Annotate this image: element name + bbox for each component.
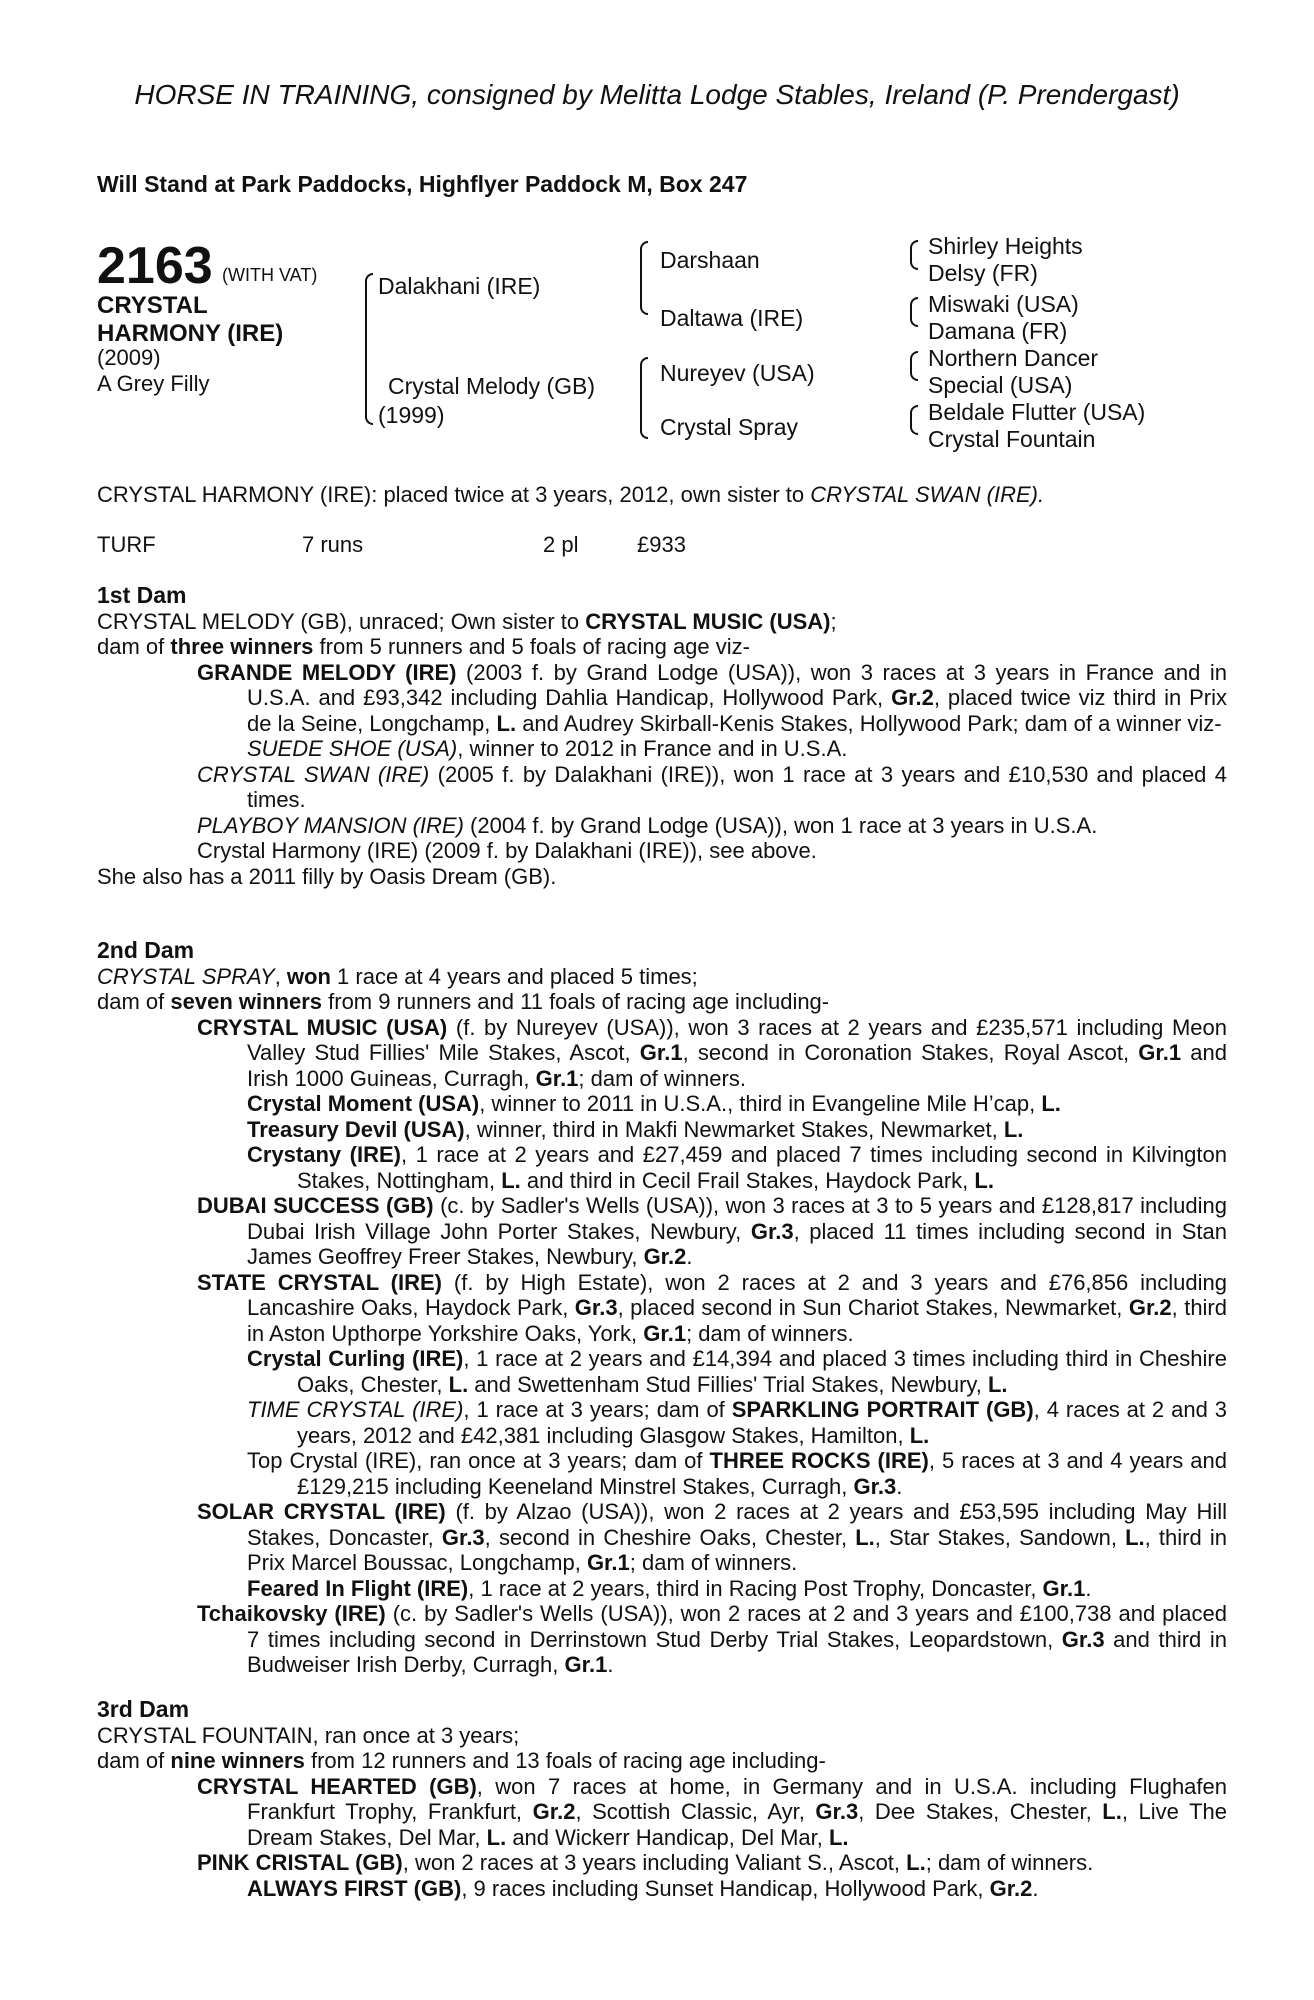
horse-name: SUEDE SHOE (USA) <box>247 736 458 761</box>
pedigree-g6: Special (USA) <box>928 372 1073 398</box>
grade: Gr.1 <box>643 1320 687 1346</box>
horse-name: Crystal Curling (IRE) <box>247 1346 464 1371</box>
text: , winner, third in Makfi Newmarket Stakes, Newmarket, <box>464 1116 1004 1142</box>
text: (c. by Sadler's Wells (USA)), won 3 races at 3 to 5 years and £128,817 including Dubai Irish Village John Porter Stakes, Newbury, <box>247 1193 1227 1244</box>
text: , third in Aston Upthorpe Yorkshire Oaks, York, <box>247 1295 1227 1346</box>
first-dam-line2 <box>97 634 1227 660</box>
second-dam-section <box>97 938 1227 1678</box>
text: (2005 f. by Dalakhani (IRE)), won 1 race at 3 years and £10,530 and placed 4 times. <box>247 761 1227 812</box>
text: , third in Prix Marcel Boussac, Longchamp, <box>247 1524 1227 1575</box>
third-dam-line2 <box>97 1748 1227 1774</box>
text: , won 7 races at home, in Germany and in U.S.A. including Flughafen Frankfurt Trophy, Frankfurt, <box>247 1773 1227 1824</box>
horse-name: ALWAYS FIRST (GB) <box>247 1875 462 1901</box>
record-runs: 7 runs <box>302 532 364 557</box>
pedigree-dam-sire: Nureyev (USA) <box>660 360 815 386</box>
third-dam-line1: CRYSTAL FOUNTAIN, ran once at 3 years; <box>97 1722 520 1748</box>
text: from 9 runners and 11 foals of racing age including- <box>322 989 830 1014</box>
entry-top-crystal <box>97 1448 1227 1499</box>
g-brace-2 <box>910 254 918 270</box>
text: and Irish 1000 Guineas, Curragh, <box>247 1040 1227 1091</box>
text: , second in Cheshire Oaks, Chester, <box>484 1524 856 1550</box>
text: . <box>607 1652 614 1677</box>
text: , placed second in Sun Chariot Stakes, Newmarket, <box>617 1295 1129 1320</box>
grade: L. <box>1125 1524 1145 1550</box>
third-dam-section <box>97 1697 1227 1901</box>
first-dam-also: She also has a 2011 filly by Oasis Dream (GB). <box>97 863 557 889</box>
grade: L. <box>486 1824 507 1850</box>
text: . <box>1085 1575 1092 1601</box>
grade: L. <box>448 1371 469 1397</box>
text: , 9 races including Sunset Handicap, Hollywood Park, <box>461 1875 990 1901</box>
pedigree-g3: Miswaki (USA) <box>928 291 1079 317</box>
text: dam of <box>97 989 171 1014</box>
grade: L. <box>501 1167 521 1193</box>
text: and Swettenham Stud Fillies' Trial Stakes, Newbury, <box>468 1371 988 1397</box>
horse-name: CRYSTAL MUSIC (USA) <box>197 1014 448 1040</box>
horse-name: PINK CRISTAL (GB) <box>197 1850 403 1875</box>
text: from 12 runners and 13 foals of racing age including- <box>304 1748 826 1773</box>
horse-name <box>97 292 283 348</box>
winners-count: seven winners <box>170 989 323 1014</box>
horse-description: A Grey Filly <box>97 371 210 396</box>
horse-name-line2: HARMONY (IRE) <box>97 320 284 347</box>
text: ; dam of winners. <box>686 1320 854 1346</box>
grade: L. <box>906 1850 926 1875</box>
record-surface: TURF <box>97 532 156 557</box>
text: , 1 race at 3 years; dam of <box>463 1397 732 1422</box>
grade: Gr.1 <box>586 1550 630 1575</box>
grade: Gr.1 <box>639 1040 683 1065</box>
pedigree-sire-sire: Darshaan <box>660 247 760 273</box>
text: ; dam of winners. <box>925 1850 1094 1875</box>
first-dam-line1 <box>97 609 1227 635</box>
text: , Dee Stakes, Chester, <box>858 1799 1103 1824</box>
entry-suede-shoe <box>97 736 1227 762</box>
text: , Scottish Classic, Ayr, <box>575 1799 816 1824</box>
text: , winner to 2012 in France and in U.S.A. <box>457 736 848 761</box>
entry-always-first <box>97 1876 1227 1902</box>
text: (f. by Alzao (USA)), won 2 races at 2 years and £53,595 including May Hill Stakes, Doncaster, <box>247 1499 1227 1550</box>
pedigree-g8: Crystal Fountain <box>928 426 1096 452</box>
third-dam-heading: 3rd Dam <box>97 1696 190 1722</box>
grade: Gr.3 <box>574 1295 618 1320</box>
grade: Gr.3 <box>1061 1626 1105 1652</box>
horse-name: Tchaikovsky (IRE) <box>197 1601 386 1626</box>
horse-name: SOLAR CRYSTAL (IRE) <box>197 1499 446 1524</box>
dam-dam-brace <box>640 397 648 439</box>
text: Top Crystal (IRE), ran once at 3 years; dam of <box>247 1448 710 1473</box>
grade: Gr.3 <box>853 1473 897 1499</box>
stand-location: Will Stand at Park Paddocks, Highflyer Paddock M, Box 247 <box>97 171 748 197</box>
dam-sire-brace <box>640 357 648 399</box>
text: (2004 f. by Grand Lodge (USA)), won 1 race at 3 years in U.S.A. <box>463 812 1098 838</box>
grade: L. <box>828 1824 849 1850</box>
first-dam-heading: 1st Dam <box>97 582 187 608</box>
pedigree-dam-year: (1999) <box>378 402 445 428</box>
page-title: HORSE IN TRAINING, consigned by Melitta Lodge Stables, Ireland (P. Prendergast) <box>134 79 1180 110</box>
grade: Gr.1 <box>1138 1040 1182 1065</box>
text: and Audrey Skirball-Kenis Stakes, Hollywood Park; dam of a winner viz- <box>516 710 1222 736</box>
horse-name: STATE CRYSTAL (IRE) <box>197 1269 442 1295</box>
grade: Gr.3 <box>750 1218 794 1244</box>
horse-name: Crystany (IRE) <box>247 1142 401 1167</box>
grade: L. <box>855 1524 875 1550</box>
entry-crystany <box>97 1142 1227 1193</box>
horse-year: (2009) <box>97 345 161 370</box>
entry-tchaikovsky <box>97 1601 1227 1678</box>
grade: Gr.2 <box>989 1875 1033 1901</box>
vat-note: (WITH VAT) <box>222 265 318 285</box>
pedigree-sire: Dalakhani (IRE) <box>378 273 541 299</box>
grade: L. <box>974 1167 994 1193</box>
grade: Gr.2 <box>891 685 934 710</box>
winners-count: nine winners <box>170 1748 305 1773</box>
text: (f. by High Estate), won 2 races at 2 and 3 years and £76,856 including Lancashire Oaks, Haydock Park, <box>247 1269 1227 1320</box>
entry-crystal-swan <box>97 762 1227 813</box>
entry-dubai-success <box>97 1193 1227 1270</box>
second-dam-line2 <box>97 989 1227 1015</box>
dam-name: CRYSTAL SPRAY <box>97 963 275 989</box>
horse-name: THREE ROCKS (IRE) <box>709 1448 929 1473</box>
sire-brace <box>365 273 373 345</box>
text: and Wickerr Handicap, Del Mar, <box>506 1824 829 1850</box>
grade: L. <box>909 1422 930 1448</box>
text: 1 race at 4 years and placed 5 times; <box>330 963 698 989</box>
text: CRYSTAL MELODY (GB), unraced; Own sister to <box>97 608 586 634</box>
pedigree-g5: Northern Dancer <box>928 345 1099 371</box>
pedigree-g1: Shirley Heights <box>928 233 1083 259</box>
dam-brace <box>365 343 373 425</box>
summary-text: CRYSTAL HARMONY (IRE): placed twice at 3 years, 2012, own sister to <box>97 482 811 507</box>
horse-name: DUBAI SUCCESS (GB) <box>197 1193 434 1218</box>
horse-name: Treasury Devil (USA) <box>247 1116 465 1142</box>
g-brace-4 <box>910 311 918 327</box>
entry-time-crystal <box>97 1397 1227 1448</box>
text: , placed twice viz third in Prix de la Seine, Longchamp, <box>247 685 1227 736</box>
grade: Gr.2 <box>532 1799 576 1824</box>
sire-sire-brace <box>640 241 648 279</box>
first-dam-section <box>97 583 1227 889</box>
grade: L. <box>496 710 517 736</box>
text: dam of <box>97 1748 171 1773</box>
entry-crystal-hearted <box>97 1774 1227 1851</box>
entry-crystal-moment <box>97 1091 1227 1117</box>
second-dam-heading: 2nd Dam <box>97 937 195 963</box>
text: , 1 race at 2 years and £14,394 and placed 3 times including third in Cheshire Oaks, Chester, <box>297 1346 1227 1397</box>
pedigree-g4: Damana (FR) <box>928 318 1068 344</box>
horse-name: CRYSTAL SWAN (IRE) <box>197 761 430 787</box>
text: ; <box>830 608 837 634</box>
g-brace-8 <box>910 419 918 435</box>
sire-dam-brace <box>640 277 648 315</box>
text: (f. by Nureyev (USA)), won 3 races at 2 years and £235,571 including Meon Valley Stud Fillies' Mile Stakes, Ascot, <box>247 1014 1227 1065</box>
text: from 5 runners and 5 foals of racing age viz- <box>313 634 750 659</box>
text: (c. by Sadler's Wells (USA)), won 2 races at 2 and 3 years and £100,738 and placed 7 times including second in Derrinstown Stud Derby Trial Stakes, Leopardstown, <box>247 1601 1227 1652</box>
record-earnings: £933 <box>637 532 686 557</box>
text: ; dam of winners. <box>629 1550 798 1575</box>
horse-name: SPARKLING PORTRAIT (GB) <box>731 1397 1034 1422</box>
sister-name: CRYSTAL MUSIC (USA) <box>585 608 831 634</box>
summary-sister: CRYSTAL SWAN (IRE). <box>810 482 1045 507</box>
text: and third in Cecil Frail Stakes, Haydock Park, <box>520 1167 975 1193</box>
entry-pink-cristal <box>97 1850 1227 1876</box>
grade: L. <box>1041 1091 1061 1116</box>
record-placed: 2 pl <box>543 532 579 557</box>
text: . <box>686 1244 693 1269</box>
text: , won 2 races at 3 years including Valiant S., Ascot, <box>402 1850 907 1875</box>
second-dam-line1 <box>97 964 1227 990</box>
text: , 5 races at 3 and 4 years and £129,215 including Keeneland Minstrel Stakes, Curragh, <box>297 1448 1228 1499</box>
text: , 4 races at 2 and 3 years, 2012 and £42,381 including Glasgow Stakes, Hamilton, <box>297 1397 1227 1448</box>
entry-crystal-curling <box>97 1346 1227 1397</box>
text: , Live The Dream Stakes, Del Mar, <box>247 1799 1227 1850</box>
pedigree-dam: Crystal Melody (GB) <box>388 373 596 399</box>
horse-name: PLAYBOY MANSION (IRE) <box>197 812 464 838</box>
grade: L. <box>1102 1799 1122 1824</box>
horse-name: CRYSTAL HEARTED (GB) <box>197 1773 477 1799</box>
entry-state-crystal <box>97 1270 1227 1347</box>
grade: Gr.1 <box>564 1652 608 1677</box>
text: , 1 race at 2 years, third in Racing Post Trophy, Doncaster, <box>468 1575 1043 1601</box>
grade: L. <box>987 1371 1008 1397</box>
race-summary <box>97 482 1227 508</box>
text: and third in Budweiser Irish Derby, Curragh, <box>247 1626 1227 1677</box>
pedigree-dam-dam: Crystal Spray <box>660 414 799 440</box>
winners-count: three winners <box>170 634 314 659</box>
grade: Gr.3 <box>815 1799 859 1824</box>
text: , second in Coronation Stakes, Royal Ascot, <box>682 1040 1139 1065</box>
grade: Gr.2 <box>643 1244 687 1269</box>
entry-solar-crystal <box>97 1499 1227 1576</box>
grade: Gr.1 <box>535 1065 579 1091</box>
text: , <box>274 963 287 989</box>
g-brace-6 <box>910 365 918 381</box>
entry-playboy-mansion <box>97 813 1227 839</box>
pedigree-g2: Delsy (FR) <box>928 260 1038 286</box>
horse-name: GRANDE MELODY (IRE) <box>197 659 457 685</box>
entry-treasury-devil <box>97 1117 1227 1143</box>
lot-number: 2163 <box>97 237 213 295</box>
entry-crystal-music <box>97 1015 1227 1092</box>
text: ; dam of winners. <box>578 1065 746 1091</box>
text: . <box>1032 1875 1039 1901</box>
entry-feared-in-flight <box>97 1576 1227 1602</box>
grade: L. <box>1003 1116 1024 1142</box>
horse-name: TIME CRYSTAL (IRE) <box>247 1397 464 1422</box>
pedigree-g7: Beldale Flutter (USA) <box>928 399 1146 425</box>
grade: Gr.2 <box>1128 1295 1172 1320</box>
horse-name: Crystal Moment (USA) <box>247 1091 480 1116</box>
pedigree-sire-dam: Daltawa (IRE) <box>660 305 804 331</box>
grade: Gr.1 <box>1042 1575 1086 1601</box>
text: , 1 race at 2 years and £27,459 and placed 7 times including second in Kilvington Stakes, Nottingham, <box>297 1142 1227 1193</box>
text: (2003 f. by Grand Lodge (USA)), won 3 races at 3 years in France and in U.S.A. and £93,342 including Dahlia Handicap, Hollywood Park, <box>247 659 1227 710</box>
text: dam of <box>97 634 171 659</box>
horse-name: Feared In Flight (IRE) <box>247 1575 469 1601</box>
text: , winner to 2011 in U.S.A., third in Evangeline Mile H’cap, <box>479 1091 1042 1116</box>
entry-crystal-harmony: Crystal Harmony (IRE) (2009 f. by Dalakhani (IRE)), see above. <box>197 838 817 863</box>
grade: Gr.3 <box>441 1524 485 1550</box>
won-text: won <box>286 963 331 989</box>
horse-name-line1: CRYSTAL <box>97 292 208 319</box>
text: , placed 11 times including second in Stan James Geoffrey Freer Stakes, Newbury, <box>247 1218 1227 1269</box>
text: . <box>896 1473 903 1499</box>
entry-grande-melody <box>97 660 1227 737</box>
text: , Star Stakes, Sandown, <box>874 1524 1126 1550</box>
